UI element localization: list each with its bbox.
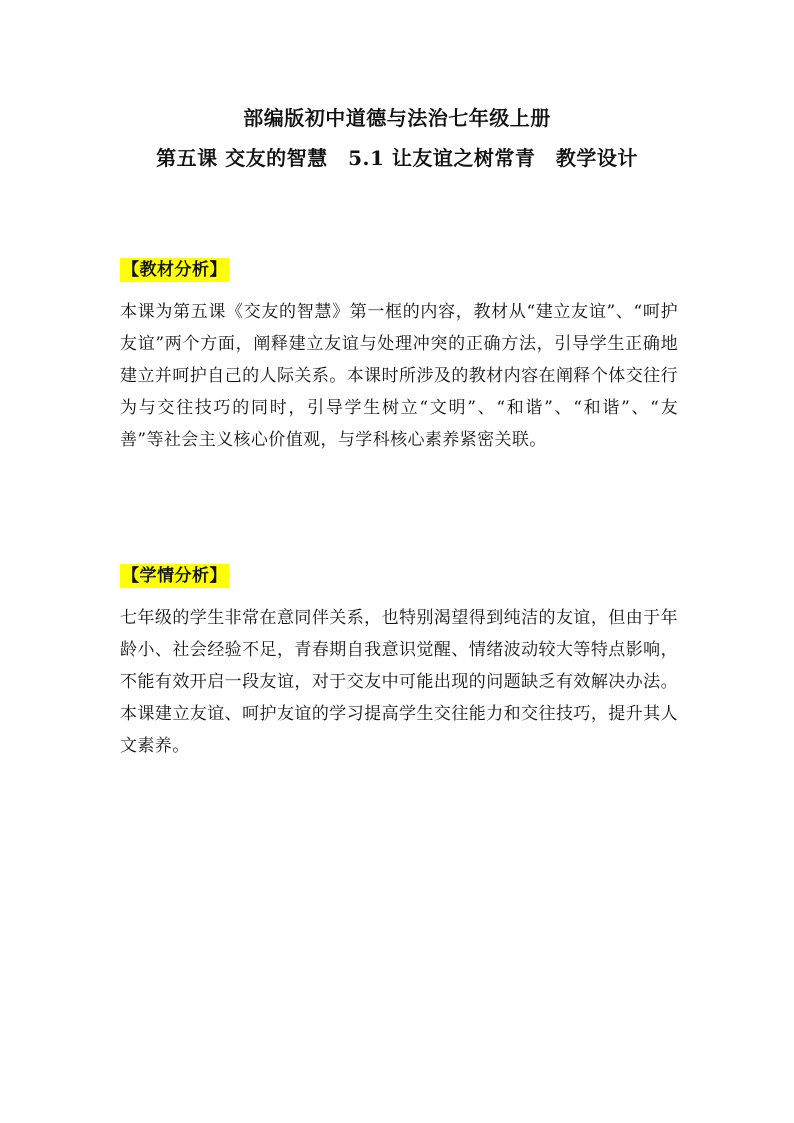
section-heading: 【教材分析】 xyxy=(122,260,227,280)
document-subtitle: 第五课 交友的智慧 5.1 让友谊之树常青 教学设计 xyxy=(156,146,638,170)
section-textbook-analysis xyxy=(120,258,678,456)
section-paragraph: 七年级的学生非常在意同伴关系，也特别渴望得到纯洁的友谊，但由于年龄小、社会经验不足，青春期自我意识觉醒、情绪波动较大等特点影响，不能有效开启一段友谊，对于交友中可能出现的问题缺乏有效解决办法。本课建立友谊、呵护友谊的学习提高学生交往能力和交往技巧，提升其人文素养。 xyxy=(120,608,678,756)
section-heading: 【学情分析】 xyxy=(122,566,227,586)
section-paragraph: 本课为第五课《交友的智慧》第一框的内容，教材从“建立友谊”、“呵护友谊”两个方面，阐释建立友谊与处理冲突的正确方法，引导学生正确地建立并呵护自己的人际关系。本课时所涉及的教材内容在阐释个体交往行为与交往技巧的同时，引导学生树立“文明”、“和谐”、“和谐”、“友善”等社会主义核心价值观，与学科核心素养紧密关联。 xyxy=(120,302,678,450)
section-student-analysis xyxy=(120,564,678,762)
document-title: 部编版初中道德与法治七年级上册 xyxy=(243,106,551,130)
